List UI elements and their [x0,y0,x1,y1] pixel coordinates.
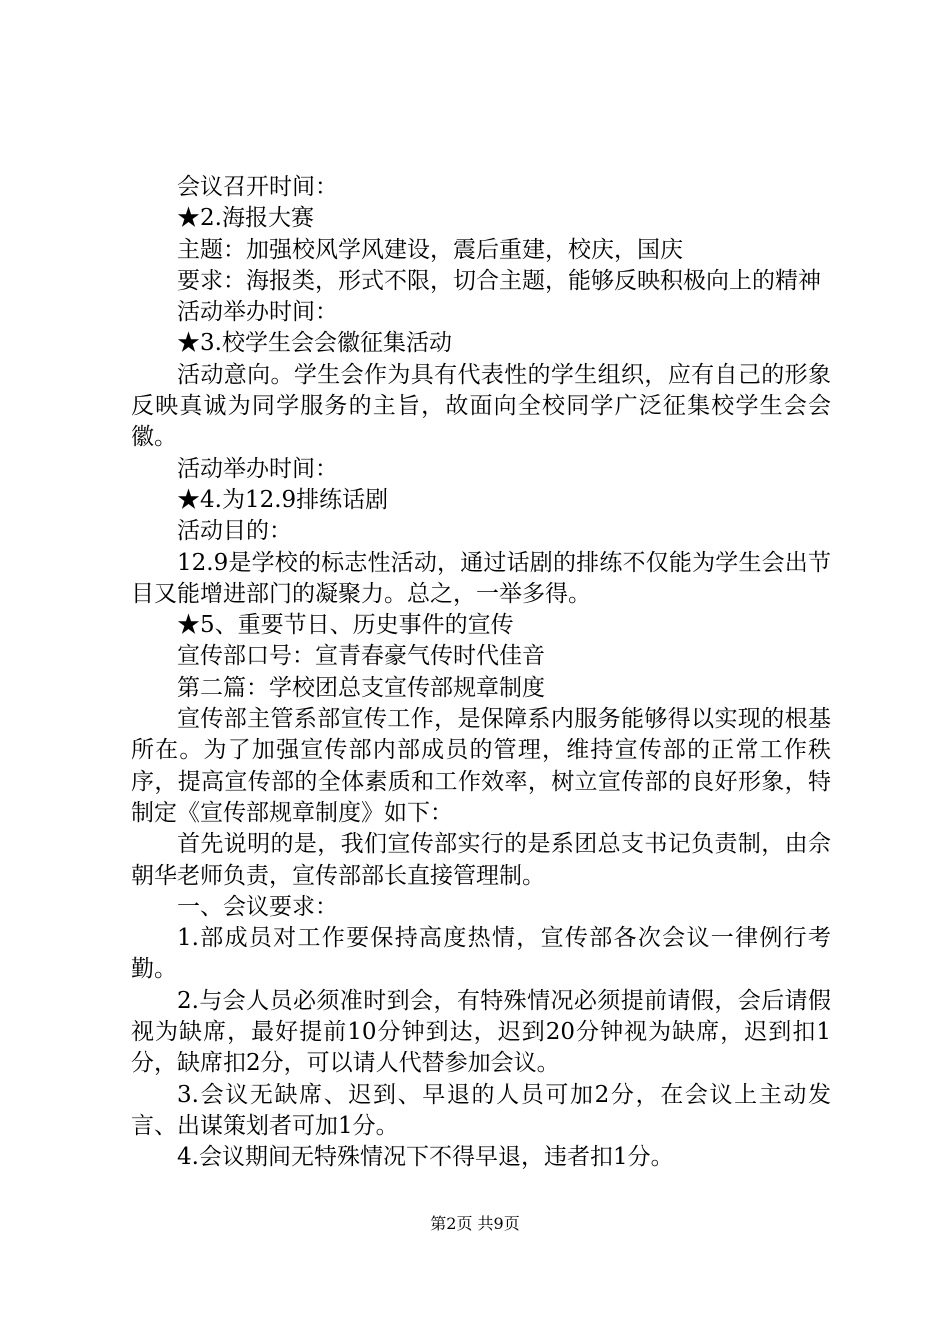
paragraph-poster-time: 活动举办时间： [177,299,338,326]
heading-meeting-requirements: 一、会议要求： [177,893,338,920]
paragraph-responsibility: 首先说明的是，我们宣传部实行的是系团总支书记负责制，由佘朝华老师负责，宣传部部长直接管理制。 [131,831,831,889]
paragraph-meeting-time: 会议召开时间： [177,174,338,200]
paragraph-poster-requirements: 要求：海报类，形式不限，切合主题，能够反映积极向上的精神 [177,267,821,294]
heading-emblem-contest: ★3.校学生会会徽征集活动 [177,330,452,357]
paragraph-rules-intro: 宣传部主管系部宣传工作，是保障系内服务能够得以实现的根基所在。为了加强宣传部内部成员的管理，维持宣传部的正常工作秩序，提高宣传部的全体素质和工作效率，树立宣传部的良好形象，特制定《宣传部规章制度》如下： [131,706,831,826]
paragraph-drama-purpose: 12.9是学校的标志性活动，通过话剧的排练不仅能为学生会出节目又能增进部门的凝聚力。总之，一举多得。 [131,549,831,607]
paragraph-drama-purpose-label: 活动目的： [177,518,292,545]
heading-drama-rehearsal: ★4.为12.9排练话剧 [177,486,389,513]
rule-item-1: 1.部成员对工作要保持高度热情，宣传部各次会议一律例行考勤。 [131,925,831,983]
heading-part-two: 第二篇：学校团总支宣传部规章制度 [177,674,545,701]
heading-festival-publicity: ★5、重要节日、历史事件的宣传 [177,612,514,639]
paragraph-slogan: 宣传部口号：宣青春豪气传时代佳音 [177,643,545,670]
rule-item-4: 4.会议期间无特殊情况下不得早退，违者扣1分。 [177,1144,674,1171]
rule-item-3: 3.会议无缺席、迟到、早退的人员可加2分，在会议上主动发言、出谋策划者可加1分。 [131,1081,831,1139]
document-body [131,172,831,1174]
page-footer [0,1214,950,1234]
paragraph-poster-theme: 主题：加强校风学风建设，震后重建，校庆，国庆 [177,236,683,263]
page-number-label: 第2页 共9页 [430,1214,520,1233]
paragraph-emblem-intent: 活动意向。学生会作为具有代表性的学生组织，应有自己的形象反映真诚为同学服务的主旨，故面向全校同学广泛征集校学生会会徽。 [131,361,831,451]
heading-poster-contest: ★2.海报大赛 [177,205,314,232]
paragraph-emblem-time: 活动举办时间： [177,455,338,482]
rule-item-2: 2.与会人员必须准时到会，有特殊情况必须提前请假，会后请假视为缺席，最好提前10分钟到达，迟到20分钟视为缺席，迟到扣1分，缺席扣2分，可以请人代替参加会议。 [131,987,831,1077]
